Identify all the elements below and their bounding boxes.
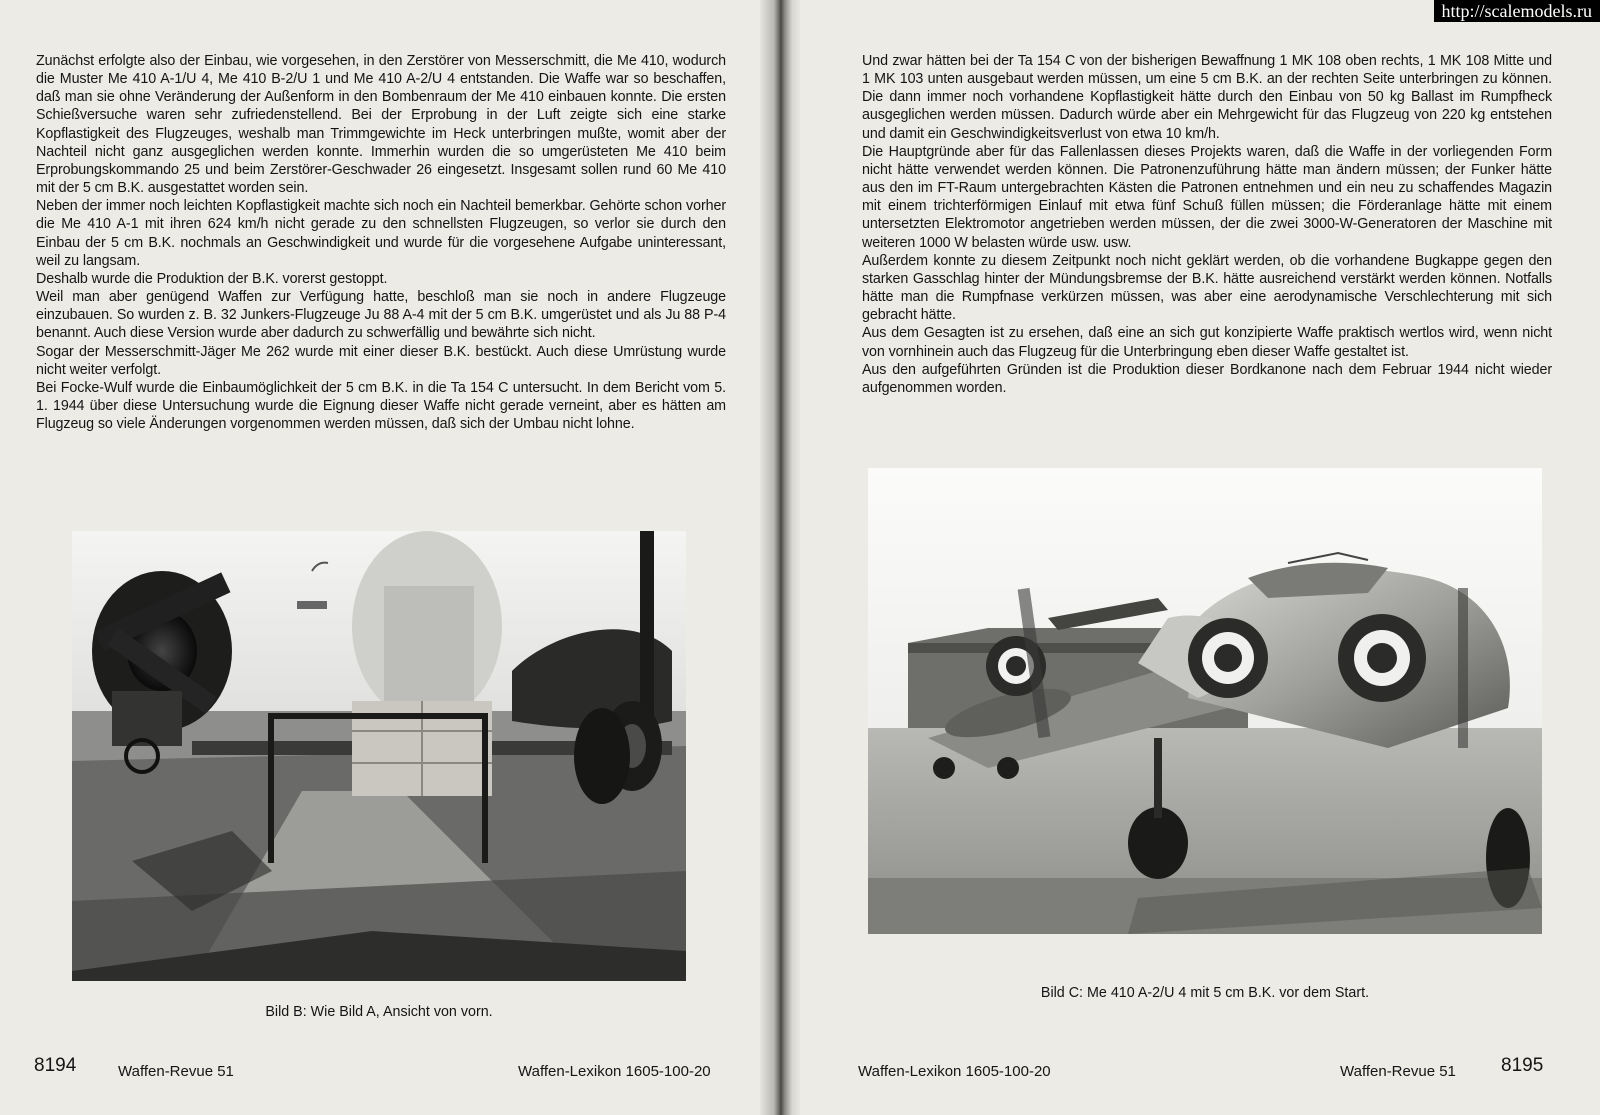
paragraph: Zunächst erfolgte also der Einbau, wie vorgesehen, in den Zerstörer von Messerschmitt, die Me 410, wodurch die Muster Me 410 A-1/U 4, Me 410 B-2/U 1 und Me 410 A-2/U 4 entstanden. Die Waffe war so beschaffen, daß man sie ohne Veränderung der Außenform in den Bombenraum der Me 410 einbauen konnte. Die ersten Schießversuche waren sehr zufriedenstellend. Bei der Erprobung in der Luft zeigte sich eine starke Kopflastigkeit des Flugzeuges, weshalb man Trimmgewichte im Heck unterbringen mußte, womit aber der Nachteil nicht ganz ausgeglichen werden konnte. Immerhin wurden die so umgerüsteten Me 410 beim Erprobungskommando 25 und beim Zerstörer-Geschwader 26 eingesetzt. Insgesamt sollen rund 60 Me 410 mit der 5 cm B.K. ausgestattet worden sein.	[36, 53, 726, 197]
footer-title-right: Waffen-Revue 51	[1340, 1063, 1456, 1080]
page-number-left: 8194	[34, 1055, 77, 1076]
paragraph: Aus dem Gesagten ist zu ersehen, daß eine an sich gut konzipierte Waffe praktisch wertlos wird, wenn nicht von vornhinein auch das Flugzeug für die Unterbringung eben dieser Waffe gestaltet ist.	[862, 325, 1552, 360]
book-gutter	[760, 0, 800, 1115]
left-body-text	[36, 52, 726, 433]
caption-bild-b: Bild B: Wie Bild A, Ansicht von vorn.	[265, 1004, 493, 1020]
watermark-url: http://scalemodels.ru	[1434, 0, 1600, 22]
footer-title-left: Waffen-Revue 51	[118, 1063, 234, 1080]
photo-c-me410-before-start	[868, 468, 1542, 934]
footer-lexikon-left: Waffen-Lexikon 1605-100-20	[518, 1063, 711, 1080]
paragraph: Die Hauptgründe aber für das Fallenlassen dieses Projekts waren, daß die Waffe in der vorliegenden Form nicht hätte verwendet werden können. Die Patronenzuführung hätte man ändern müssen; der Funker hätte aus den im FT-Raum untergebrachten Kästen die Patronen entnehmen und ein neu zu schaffendes Magazin mit einem trichterförmigen Einlauf mit etwa fünf Schuß füllen müssen; die Förderanlage hätte mit einem untersetzten Elektromotor angetrieben werden müssen, der die zwei 3000-W-Generatoren der Maschine mit weiteren 1000 W belasten würde usw. usw.	[862, 143, 1552, 251]
paragraph: Außerdem konnte zu diesem Zeitpunkt noch nicht geklärt werden, ob die vorhandene Bugkappe gegen den starken Gasschlag hinter der Mündungsbremse der B.K. hätte ausreichend verstärkt werden können. Notfalls hätte man die Rumpfnase verkürzen müssen, was aber eine aerodynamische Verschlechterung mit sich gebracht hätte.	[862, 252, 1552, 324]
page-number-right: 8195	[1501, 1055, 1544, 1076]
paragraph: Und zwar hätten bei der Ta 154 C von der bisherigen Bewaffnung 1 MK 108 oben rechts, 1 MK 108 Mitte und 1 MK 103 unten ausgebaut werden müssen, um eine 5 cm B.K. an der rechten Seite unterbringen zu können. Die dann immer noch vorhandene Kopflastigkeit hätte durch den Einbau von 50 kg Ballast im Rumpfheck ausgeglichen werden müssen. Dadurch würde aber ein Mehrgewicht für das Flugzeug von 220 kg entstehen und damit ein Geschwindigkeitsverlust von etwa 10 km/h.	[862, 53, 1552, 142]
paragraph: Neben der immer noch leichten Kopflastigkeit machte sich noch ein Nachteil bemerkbar. Gehörte schon vorher die Me 410 A-1 mit ihren 624 km/h nicht gerade zu den schnellsten Flugzeugen, so verlor sie durch den Einbau der 5 cm B.K. nochmals an Geschwindigkeit und wurde für die vorgesehene Aufgabe uninteressant, weil zu langsam.	[36, 198, 726, 269]
paragraph: Bei Focke-Wulf wurde die Einbaumöglichkeit der 5 cm B.K. in die Ta 154 C untersucht. In dem Bericht vom 5. 1. 1944 über diese Untersuchung wurde die Eignung dieser Waffe nicht gerade verneint, aber es hätten am Flugzeug so viele Änderungen vorgenommen werden müssen, daß sich der Umbau nicht lohne.	[36, 379, 726, 433]
right-body-text	[862, 52, 1552, 397]
footer-lexikon-right: Waffen-Lexikon 1605-100-20	[858, 1063, 1051, 1080]
caption-bild-c: Bild C: Me 410 A-2/U 4 mit 5 cm B.K. vor dem Start.	[1040, 985, 1370, 1001]
photo-b-aircraft-front-view	[72, 531, 686, 981]
paragraph: Deshalb wurde die Produktion der B.K. vorerst gestoppt.	[36, 270, 388, 287]
paragraph: Sogar der Messerschmitt-Jäger Me 262 wurde mit einer dieser B.K. bestückt. Auch diese Umrüstung wurde nicht weiter verfolgt.	[36, 343, 726, 378]
paragraph: Aus den aufgeführten Gründen ist die Produktion dieser Bordkanone nach dem Februar 1944 nicht wieder aufgenommen worden.	[862, 361, 1552, 396]
paragraph: Weil man aber genügend Waffen zur Verfügung hatte, beschloß man sie noch in andere Flugzeuge einzubauen. So wurden z. B. 32 Junkers-Flugzeuge Ju 88 A-4 mit der 5 cm B.K. umgerüstet und als Ju 88 P-4 benannt. Auch diese Version wurde aber dadurch zu schwerfällig und bewährte sich nicht.	[36, 289, 726, 342]
